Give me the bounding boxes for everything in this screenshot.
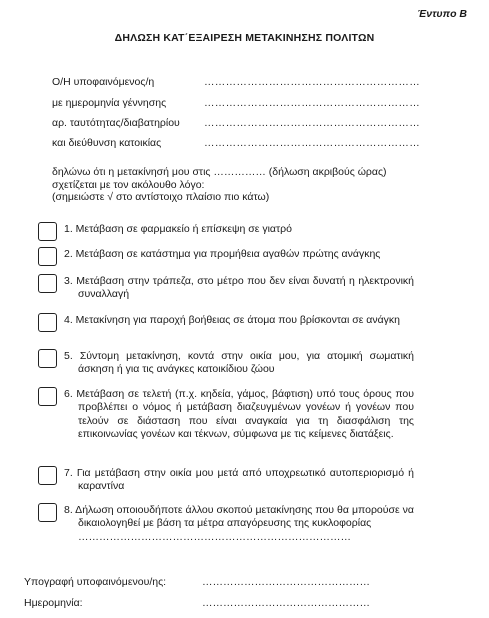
address-dots: …………………………………………………… bbox=[204, 137, 420, 149]
name-dots: …………………………………………………… bbox=[204, 76, 420, 88]
option-7-text: 7. Για μετάβαση στην οικία μου μετά από υποχρεωτικό αυτοπεριορισμό ή καραντίνα bbox=[64, 467, 414, 493]
option-4-checkbox[interactable] bbox=[38, 313, 57, 332]
name-label: Ο/Η υποφαινόμενος/η bbox=[52, 76, 155, 88]
declaration-line-3: (σημειώστε √ στο αντίστοιχο πλαίσιο πιο κάτω) bbox=[52, 191, 270, 203]
declaration-line-1: δηλώνω ότι η μετακίνησή μου στις …………… (δήλωση ακριβούς ώρας) bbox=[52, 166, 387, 178]
date-field[interactable] bbox=[24, 596, 464, 610]
date-label: Ημερομηνία: bbox=[24, 597, 83, 609]
form-code: Έντυπο Β bbox=[417, 8, 467, 20]
address-label: και διεύθυνση κατοικίας bbox=[52, 137, 162, 149]
signature-dots: ………………………………………… bbox=[202, 576, 370, 588]
id-number-dots: …………………………………………………… bbox=[204, 117, 420, 129]
option-6-checkbox[interactable] bbox=[38, 387, 57, 406]
option-2-text: 2. Μετάβαση σε κατάστημα για προμήθεια αγαθών πρώτης ανάγκης bbox=[64, 248, 381, 260]
declaration-line-2: σχετίζεται με τον ακόλουθο λόγο: bbox=[52, 178, 205, 191]
form-title: ΔΗΛΩΣΗ ΚΑΤ΄ΕΞΑΙΡΕΣΗ ΜΕΤΑΚΙΝΗΣΗΣ ΠΟΛΙΤΩΝ bbox=[114, 32, 375, 44]
address-field[interactable] bbox=[52, 136, 462, 150]
option-8-checkbox[interactable] bbox=[38, 503, 57, 522]
option-2-checkbox[interactable] bbox=[38, 247, 57, 266]
option-8-text bbox=[64, 504, 414, 544]
option-8-dots[interactable]: …………………………………………………………………… bbox=[78, 530, 351, 543]
name-field[interactable] bbox=[52, 75, 462, 89]
option-3-text: 3. Μετάβαση στην τράπεζα, στο μέτρο που δεν είναι δυνατή η ηλεκτρονική συναλλαγή bbox=[64, 275, 414, 301]
signature-label: Υπογραφή υποφαινόμενου/ης: bbox=[24, 576, 167, 588]
birthdate-label: με ημερομηνία γέννησης bbox=[52, 97, 167, 109]
signature-field[interactable] bbox=[24, 575, 464, 589]
option-7-checkbox[interactable] bbox=[38, 466, 57, 485]
option-3-checkbox[interactable] bbox=[38, 274, 57, 293]
option-5-checkbox[interactable] bbox=[38, 349, 57, 368]
option-4-text: 4. Μετακίνηση για παροχή βοήθειας σε άτομα που βρίσκονται σε ανάγκη bbox=[64, 314, 401, 326]
option-1-text: 1. Μετάβαση σε φαρμακείο ή επίσκεψη σε γιατρό bbox=[64, 223, 292, 235]
id-number-field[interactable] bbox=[52, 116, 462, 130]
birthdate-dots: …………………………………………………… bbox=[204, 97, 420, 109]
declaration bbox=[52, 166, 472, 204]
id-number-label: αρ. ταυτότητας/διαβατηρίου bbox=[52, 117, 180, 129]
option-1-checkbox[interactable] bbox=[38, 222, 57, 241]
option-6-text: 6. Μετάβαση σε τελετή (π.χ. κηδεία, γάμος, βάφτιση) υπό τους όρους που προβλέπει ο νόμος ή μετάβαση διαζευγμένων γονέων ή γονέων που τελούν σε διάσταση που είναι αναγκαία για τη διασφάλιση της επικοινωνίας γονέων και τέκνων, σύμφωνα με τις κείμενες διατάξεις. bbox=[64, 388, 414, 440]
option-8-label: 8. Δήλωση οποιουδήποτε άλλου σκοπού μετακίνησης που θα μπορούσε να δικαιολογηθεί με βάση τα μέτρα απαγόρευσης της κυκλοφορίας bbox=[64, 504, 414, 530]
birthdate-field[interactable] bbox=[52, 96, 462, 110]
option-5-text: 5. Σύντομη μετακίνηση, κοντά στην οικία μου, για ατομική σωματική άσκηση ή για τις ανάγκες κατοικίδιου ζώου bbox=[64, 350, 414, 376]
date-dots: ………………………………………… bbox=[202, 597, 370, 609]
